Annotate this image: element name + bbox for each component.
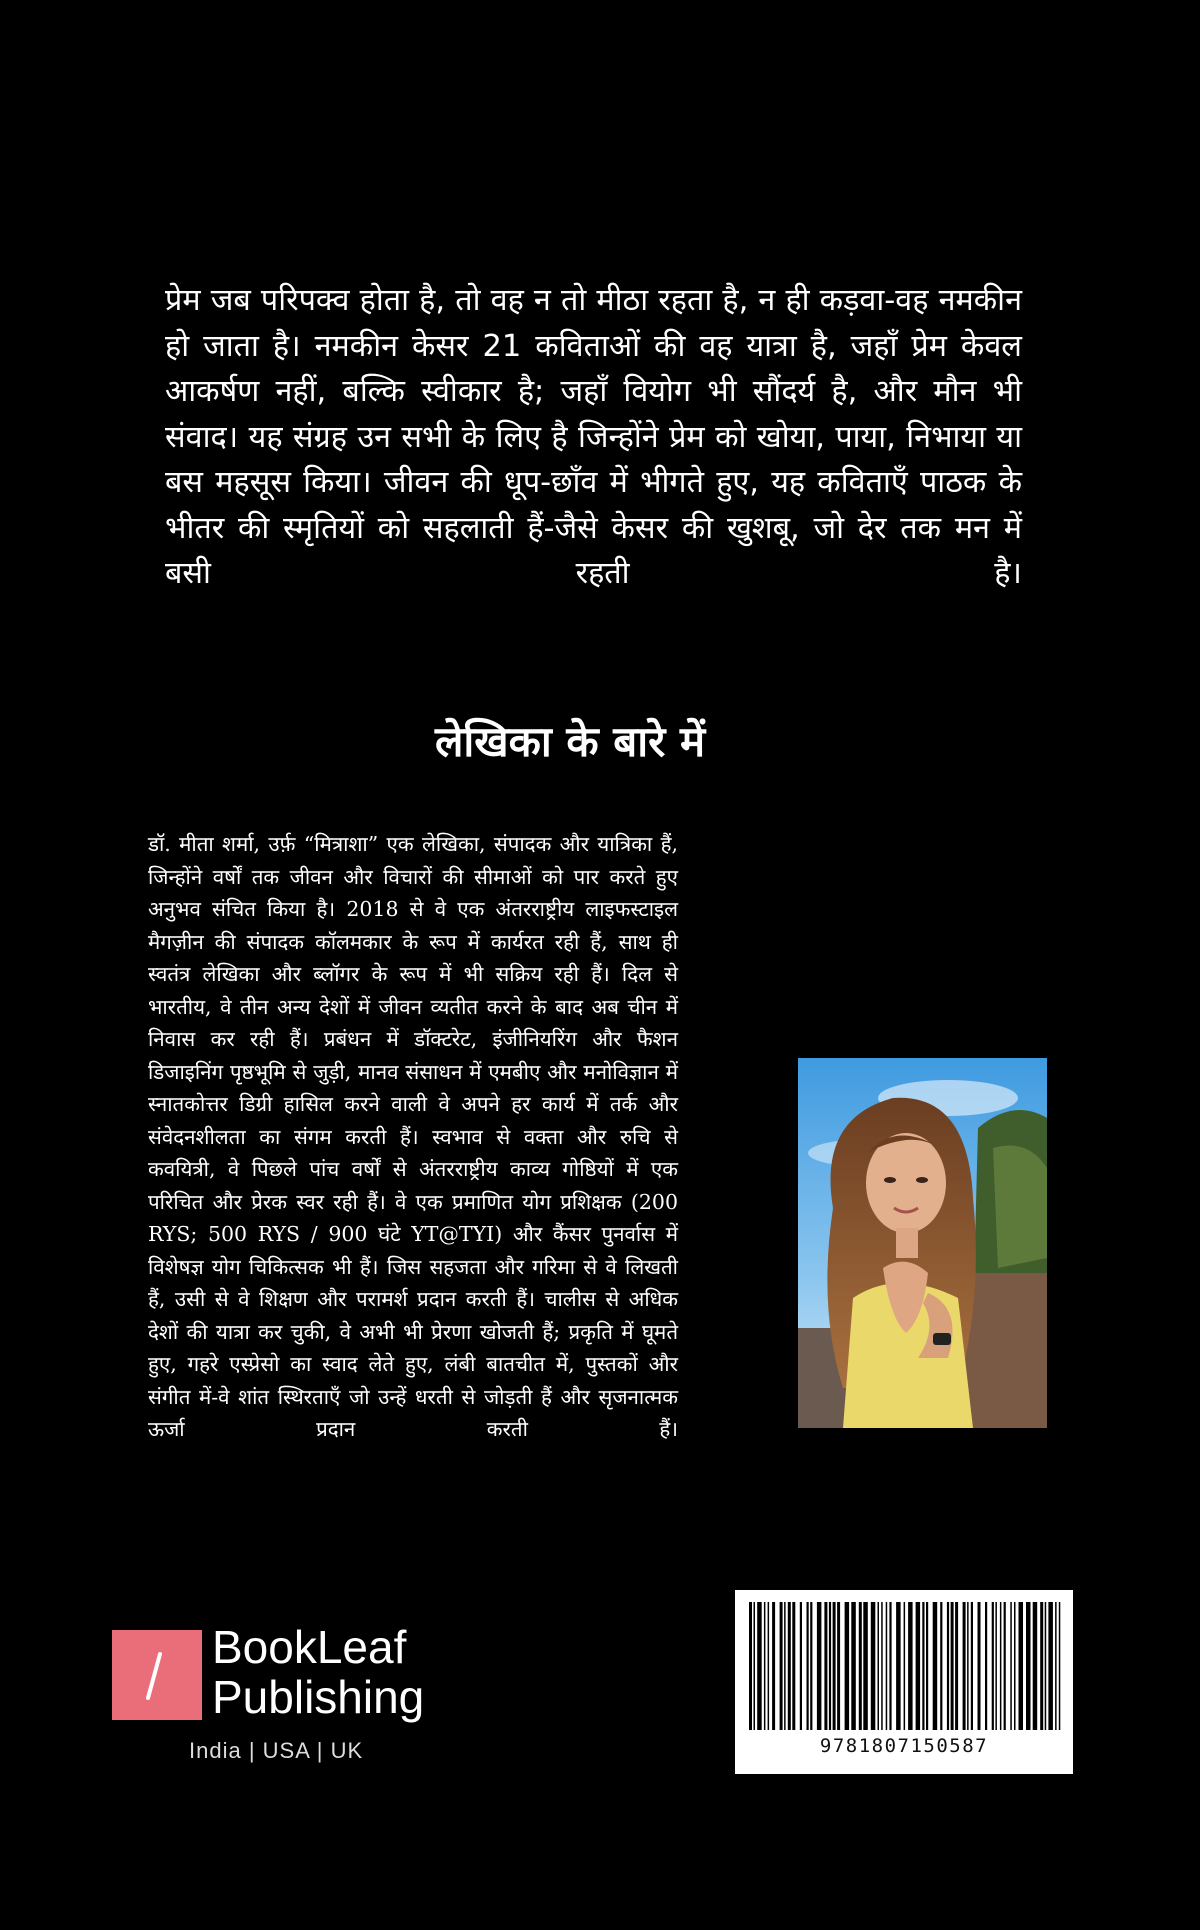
isbn-number: 9781807150587 — [819, 1735, 989, 1757]
about-author-heading: लेखिका के बारे में — [434, 717, 706, 766]
author-photo-image — [798, 1058, 1047, 1428]
back-cover-blurb: प्रेम जब परिपक्व होता है, तो वह न तो मीठा रहता है, न ही कड़वा-वह नमकीन हो जाता है। नमकीन केसर 21 कविताओं की वह यात्रा है, जहाँ प्रेम केवल आकर्षण नहीं, बल्कि स्वीकार है; जहाँ वियोग भी सौंदर्य है, और मौन भी संवाद। यह संग्रह उन सभी के लिए है जिन्होंने प्रेम को खोया, पाया, निभाया या बस महसूस किया। जीवन की धूप-छाँव में भीगते हुए, यह कविताएँ पाठक के भीतर की स्मृतियों को सहलाती हैं-जैसे केसर की खुशबू, जो देर तक मन में बसी रहती है। — [165, 283, 1022, 591]
publisher-name-line2: Publishing — [212, 1671, 425, 1723]
slash-icon — [112, 1630, 202, 1720]
publisher-regions: India | USA | UK — [189, 1738, 364, 1763]
publisher-name-line1: BookLeaf — [212, 1621, 407, 1673]
isbn-barcode — [735, 1590, 1073, 1774]
author-photo — [798, 1058, 1047, 1428]
publisher-name — [212, 1622, 424, 1722]
author-bio: डॉ. मीता शर्मा, उर्फ़ “मित्राशा” एक लेखिका, संपादक और यात्रिका हैं, जिन्होंने वर्षों तक जीवन और विचारों की सीमाओं को पार करते हुए अनुभव संचित किया है। 2018 से वे एक अंतरराष्ट्रीय लाइफस्टाइल मैगज़ीन की संपादक कॉलमकार के रूप में कार्यरत रही हैं, साथ ही स्वतंत्र लेखिका और ब्लॉगर के रूप में भी सक्रिय रही हैं। दिल से भारतीय, वे तीन अन्य देशों में जीवन व्यतीत करने के बाद अब चीन में निवास कर रही हैं। प्रबंधन में डॉक्टरेट, इंजीनियरिंग और फैशन डिजाइनिंग पृष्ठभूमि से जुड़ी, मानव संसाधन में एमबीए और मनोविज्ञान में स्नातकोत्तर डिग्री हासिल करने वाली वे अपने हर कार्य में तर्क और संवेदनशीलता का संगम करती हैं। स्वभाव से वक्ता और रुचि से कवयित्री, वे पिछले पांच वर्षों से अंतरराष्ट्रीय काव्य गोष्ठियों में एक परिचित और प्रेरक स्वर रही हैं। वे एक प्रमाणित योग प्रशिक्षक (200 RYS; 500 RYS / 900 घंटे YT@TYI) और कैंसर पुनर्वास में विशेषज्ञ योग चिकित्सक भी हैं। जिस सहजता और गरिमा से वे लिखती हैं, उसी से वे शिक्षण और परामर्श प्रदान करती हैं। चालीस से अधिक देशों की यात्रा कर चुकी, वे अभी भी प्रेरणा खोजती हैं; प्रकृति में घूमते हुए, गहरे एस्प्रेसो का स्वाद लेते हुए, लंबी बातचीत में, पुस्तकों और संगीत में-वे शांत स्थिरताएँ जो उन्हें धरती से जोड़ती हैं और सृजनात्मक ऊर्जा प्रदान करती हैं। — [148, 832, 678, 1441]
publisher-logo — [112, 1630, 202, 1720]
